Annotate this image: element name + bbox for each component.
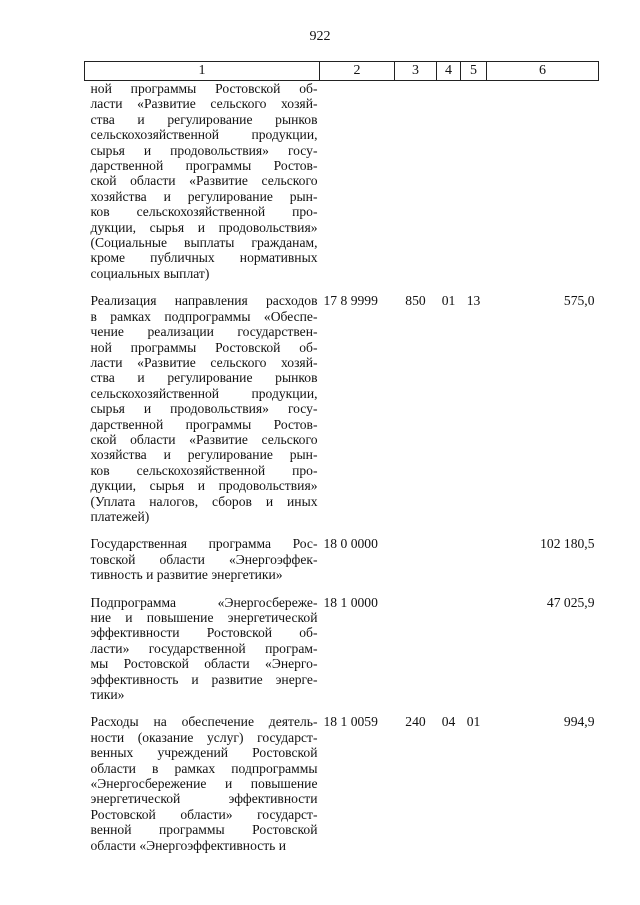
page-number: 922 bbox=[309, 29, 331, 44]
row-description bbox=[85, 536, 320, 594]
description-line: ной программы Ростовской об- bbox=[90, 339, 318, 355]
description-line: ства и регулирование рынков bbox=[90, 370, 318, 386]
header-col-2: 2 bbox=[320, 62, 395, 81]
row-section: 04 bbox=[441, 714, 456, 730]
row-target-code: 18 1 0059 bbox=[323, 714, 378, 730]
row-amount: 575,0 bbox=[563, 293, 595, 309]
table-row bbox=[85, 536, 599, 594]
description-line: хозяйства и регулирование рын- bbox=[90, 447, 318, 463]
description-line: кроме публичных нормативных bbox=[90, 250, 318, 266]
table-row bbox=[85, 714, 599, 865]
row-target-code: 17 8 9999 bbox=[323, 293, 378, 309]
description-line: чение реализации государствен- bbox=[90, 324, 318, 340]
row-subsection: 13 bbox=[466, 293, 481, 309]
description-line: «Энергосбережение и повышение bbox=[90, 776, 318, 792]
description-line: платежей) bbox=[90, 508, 150, 524]
header-col-4: 4 bbox=[437, 62, 461, 81]
description-line: ласти «Развитие сельского хозяй- bbox=[90, 96, 318, 112]
description-line: дарственной программы Ростов- bbox=[90, 158, 318, 174]
description-line: в рамках подпрограммы «Обеспе- bbox=[90, 308, 318, 324]
description-line: Реализация направления расходов bbox=[90, 293, 318, 309]
table-row bbox=[85, 595, 599, 715]
description-line: ласти» государственной програм- bbox=[90, 640, 318, 656]
description-line: Государственная программа Рос- bbox=[90, 536, 318, 552]
description-line: ства и регулирование рынков bbox=[90, 111, 318, 127]
row-subsection bbox=[461, 595, 487, 715]
row-expense-type bbox=[395, 536, 437, 594]
row-section: 01 bbox=[441, 293, 456, 309]
description-line: Ростовской области» государст- bbox=[90, 806, 318, 822]
header-col-5: 5 bbox=[461, 62, 487, 81]
description-line: области «Энергоэффективность и bbox=[90, 837, 287, 853]
description-line: ской области «Развитие сельского bbox=[90, 173, 318, 189]
row-expense-type: 240 bbox=[405, 714, 426, 730]
description-line: хозяйства и регулирование рын- bbox=[90, 188, 318, 204]
header-col-1: 1 bbox=[85, 62, 320, 81]
description-line: эффективности Ростовской об- bbox=[90, 625, 318, 641]
row-amount bbox=[487, 81, 599, 294]
row-description bbox=[85, 714, 320, 865]
table-header bbox=[85, 62, 599, 81]
row-description bbox=[85, 81, 320, 294]
description-line: венных учреждений Ростовской bbox=[90, 745, 318, 761]
row-section bbox=[437, 536, 461, 594]
description-line: ние и повышение энергетической bbox=[90, 610, 318, 625]
description-line: ласти «Развитие сельского хозяй- bbox=[90, 354, 318, 370]
description-line: ной программы Ростовской об- bbox=[90, 81, 318, 96]
table-body bbox=[85, 81, 599, 866]
header-col-6: 6 bbox=[487, 62, 599, 81]
description-line: ков сельскохозяйственной про- bbox=[90, 204, 318, 220]
row-target-code bbox=[320, 81, 395, 294]
description-line: энергетической эффективности bbox=[90, 791, 318, 807]
row-description bbox=[85, 595, 320, 715]
row-description bbox=[85, 293, 320, 536]
description-line: мы Ростовской области «Энерго- bbox=[90, 656, 318, 672]
description-line: области в рамках подпрограммы bbox=[90, 760, 318, 776]
row-section bbox=[437, 81, 461, 294]
row-amount: 47 025,9 bbox=[546, 594, 595, 610]
description-line: Подпрограмма «Энергосбереже- bbox=[90, 594, 318, 610]
table-row bbox=[85, 293, 599, 536]
description-line: ской области «Развитие сельского bbox=[90, 431, 318, 447]
description-line: ков сельскохозяйственной про- bbox=[90, 462, 318, 478]
budget-table bbox=[84, 61, 599, 865]
row-expense-type bbox=[395, 595, 437, 715]
description-line: тики» bbox=[90, 687, 125, 703]
description-line: эффективность и развитие энерге- bbox=[90, 671, 318, 687]
description-line: сельскохозяйственной продукции, bbox=[90, 127, 318, 143]
row-target-code: 18 0 0000 bbox=[323, 536, 378, 552]
table-row bbox=[85, 81, 599, 294]
description-line: тивность и развитие энергетики» bbox=[90, 567, 283, 583]
description-line: товской области «Энергоэффек- bbox=[90, 551, 318, 567]
description-line: (Социальные выплаты гражданам, bbox=[90, 235, 318, 251]
description-line: сельскохозяйственной продукции, bbox=[90, 385, 318, 401]
description-line: ности (оказание услуг) государст- bbox=[90, 729, 318, 745]
description-line: венной программы Ростовской bbox=[90, 822, 318, 838]
header-col-3: 3 bbox=[395, 62, 437, 81]
description-line: сырья и продовольствия» госу- bbox=[90, 401, 318, 417]
description-line: социальных выплат) bbox=[90, 265, 210, 281]
row-amount: 102 180,5 bbox=[540, 536, 595, 552]
row-target-code: 18 1 0000 bbox=[323, 594, 378, 610]
row-subsection bbox=[461, 81, 487, 294]
description-line: (Уплата налогов, сборов и иных bbox=[90, 493, 318, 509]
row-subsection bbox=[461, 536, 487, 594]
description-line: дарственной программы Ростов- bbox=[90, 416, 318, 432]
row-expense-type: 850 bbox=[405, 293, 426, 309]
description-line: дукции, сырья и продовольствия» bbox=[90, 219, 318, 235]
description-line: сырья и продовольствия» госу- bbox=[90, 142, 318, 158]
row-subsection: 01 bbox=[466, 714, 481, 730]
description-line: дукции, сырья и продовольствия» bbox=[90, 478, 318, 494]
row-expense-type bbox=[395, 81, 437, 294]
row-section bbox=[437, 595, 461, 715]
description-line: Расходы на обеспечение деятель- bbox=[90, 714, 318, 730]
row-amount: 994,9 bbox=[563, 714, 595, 730]
